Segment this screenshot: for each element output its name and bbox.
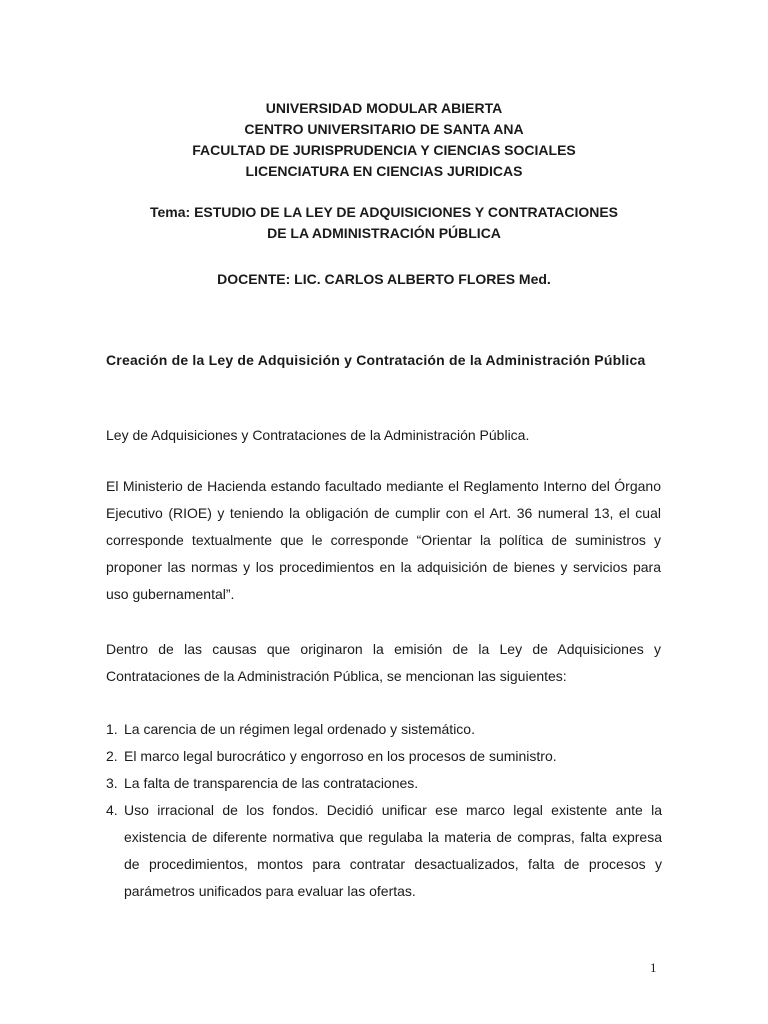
list-item-number: 4.	[106, 802, 118, 818]
section-title: Creación de la Ley de Adquisición y Contratación de la Administración Pública	[106, 352, 646, 368]
topic-heading	[0, 202, 768, 244]
university-name: UNIVERSIDAD MODULAR ABIERTA	[265, 100, 503, 116]
list-item-text: La falta de transparencia de las contrataciones.	[124, 775, 419, 791]
paragraph-ministry: El Ministerio de Hacienda estando facultado mediante el Reglamento Interno del Órgano Ejecutivo (RIOE) y teniendo la obligación de cumplir con el Art. 36 numeral 13, el cual corresponde textualmente que le corresponde “Orientar la política de suministros y proponer las normas y los procedimientos en la adquisición de bienes y servicios para uso gubernamental”.	[106, 478, 661, 602]
faculty-name: FACULTAD DE JURISPRUDENCIA Y CIENCIAS SOCIALES	[192, 142, 576, 158]
list-item-number: 3.	[106, 775, 118, 791]
instructor-line: DOCENTE: LIC. CARLOS ALBERTO FLORES Med.	[217, 271, 551, 287]
causes-list	[106, 716, 662, 905]
paragraph-law-name: Ley de Adquisiciones y Contrataciones de la Administración Pública.	[106, 427, 530, 443]
list-item-number: 1.	[106, 721, 118, 737]
list-item-number: 2.	[106, 748, 118, 764]
university-center: CENTRO UNIVERSITARIO DE SANTA ANA	[244, 121, 524, 137]
topic-line-1: Tema: ESTUDIO DE LA LEY DE ADQUISICIONES Y CONTRATACIONES	[149, 204, 619, 220]
list-item	[106, 743, 662, 770]
institution-header	[0, 98, 768, 182]
paragraph-causes-intro: Dentro de las causas que originaron la emisión de la Ley de Adquisiciones y Contrataciones de la Administración Pública, se mencionan las siguientes:	[106, 641, 661, 684]
list-item	[106, 770, 662, 797]
degree-name: LICENCIATURA EN CIENCIAS JURIDICAS	[245, 163, 523, 179]
list-item-text: Uso irracional de los fondos. Decidió unificar ese marco legal existente ante la existencia de diferente normativa que regulaba la materia de compras, falta expresa de procedimientos, montos para contratar desactualizados, falta de procesos y parámetros unificados para evaluar las ofertas.	[124, 802, 662, 899]
list-item-text: El marco legal burocrático y engorroso en los procesos de suministro.	[124, 748, 557, 764]
list-item-text: La carencia de un régimen legal ordenado y sistemático.	[124, 721, 475, 737]
list-item	[106, 797, 662, 905]
topic-line-2: DE LA ADMINISTRACIÓN PÚBLICA	[267, 225, 501, 241]
list-item	[106, 716, 662, 743]
page-number: 1	[650, 960, 657, 975]
